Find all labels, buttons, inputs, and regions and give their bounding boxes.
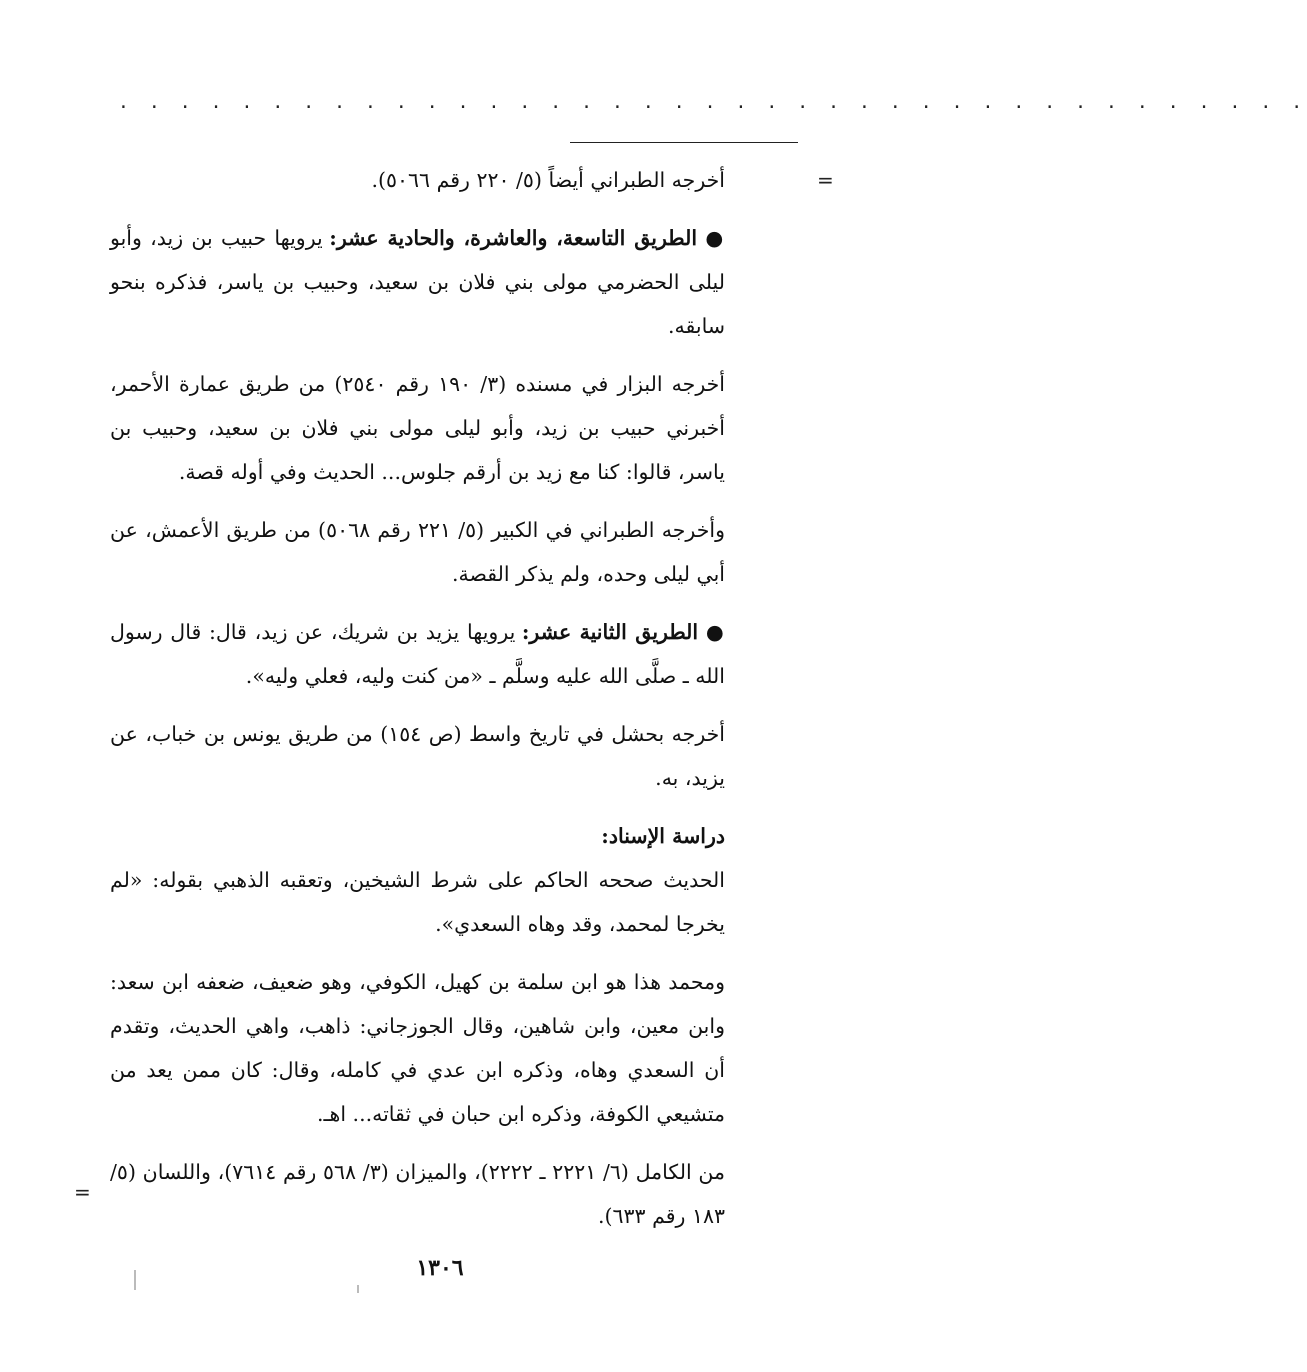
- paragraph: [110, 712, 725, 800]
- margin-mark-bottom: =: [74, 1180, 91, 1204]
- paragraph-lead: الطريق التاسعة، والعاشرة، والحادية عشر:: [329, 226, 698, 250]
- bullet-icon: ●: [705, 226, 725, 250]
- paragraph-text: ومحمد هذا هو ابن سلمة بن كهيل، الكوفي، وهو ضعيف، ضعفه ابن سعد: وابن معين، وابن شاهين، وقال الجوزجاني: ذاهب، واهي الحديث، وتقدم أن السعدي وهاه، وذكره ابن عدي في كامله، وقال: كان ممن يعد من متشيعي الكوفة، وذكره ابن حبان في ثقاته... اهـ.: [110, 970, 725, 1126]
- page-number: ١٣٠٦: [416, 1255, 464, 1281]
- paragraph: [110, 858, 725, 946]
- paragraph-text: أخرجه الطبراني أيضاً (٥/ ٢٢٠ رقم ٥٠٦٦).: [371, 168, 725, 192]
- paragraph: [110, 960, 725, 1136]
- paragraph: [110, 610, 725, 698]
- bullet-icon: ●: [705, 620, 725, 644]
- paragraph-text: أخرجه بحشل في تاريخ واسط (ص ١٥٤) من طريق يونس بن خباب، عن يزيد، به.: [110, 722, 725, 790]
- paragraph: [110, 508, 725, 596]
- paragraph-text: وأخرجه الطبراني في الكبير (٥/ ٢٢١ رقم ٥٠٦٨) من طريق الأعمش، عن أبي ليلى وحده، ولم يذكر القصة.: [110, 518, 725, 586]
- paragraph-text: يرويها حبيب بن زيد، وأبو ليلى الحضرمي مولى بني فلان بن سعيد، وحبيب بن ياسر، فذكره بنحو سابقه.: [110, 226, 725, 338]
- margin-mark-top: =: [817, 168, 834, 192]
- paragraph-text: الحديث صححه الحاكم على شرط الشيخين، وتعقبه الذهبي بقوله: «لم يخرجا لمحمد، وقد وهاه السعدي».: [110, 868, 725, 936]
- paragraph-lead: الطريق الثانية عشر:: [521, 620, 699, 644]
- paragraph-text: من الكامل (٦/ ٢٢٢١ ـ ٢٢٢٢)، والميزان (٣/ ٥٦٨ رقم ٧٦١٤)، واللسان (٥/ ١٨٣ رقم ٦٣٣).: [110, 1160, 725, 1228]
- footnote-rule: [570, 142, 798, 143]
- paragraph-text: أخرجه البزار في مسنده (٣/ ١٩٠ رقم ٢٥٤٠) من طريق عمارة الأحمر، أخبرني حبيب بن زيد، وأبو ليلى مولى بني فلان بن سعيد، وحبيب بن ياسر، قالوا: كنا مع زيد بن أرقم جلوس... الحديث وفي أوله قصة.: [110, 372, 726, 484]
- paragraph-text: يرويها يزيد بن شريك، عن زيد، قال: قال رسول الله ـ صلَّى الله عليه وسلَّم ـ «من كنت وليه، فعلي وليه».: [110, 620, 725, 688]
- document-body: [110, 158, 725, 1238]
- dotted-separator: . . . . . . . . . . . . . . . . . . . . . . . . . . . . . . . . . . . . . . .: [118, 92, 1307, 113]
- scan-smudge: [357, 1285, 359, 1293]
- section-heading: دراسة الإسناد:: [601, 824, 725, 848]
- paragraph: [110, 1150, 725, 1238]
- paragraph: [110, 216, 725, 348]
- paragraph: [110, 158, 725, 202]
- paragraph: [110, 362, 725, 494]
